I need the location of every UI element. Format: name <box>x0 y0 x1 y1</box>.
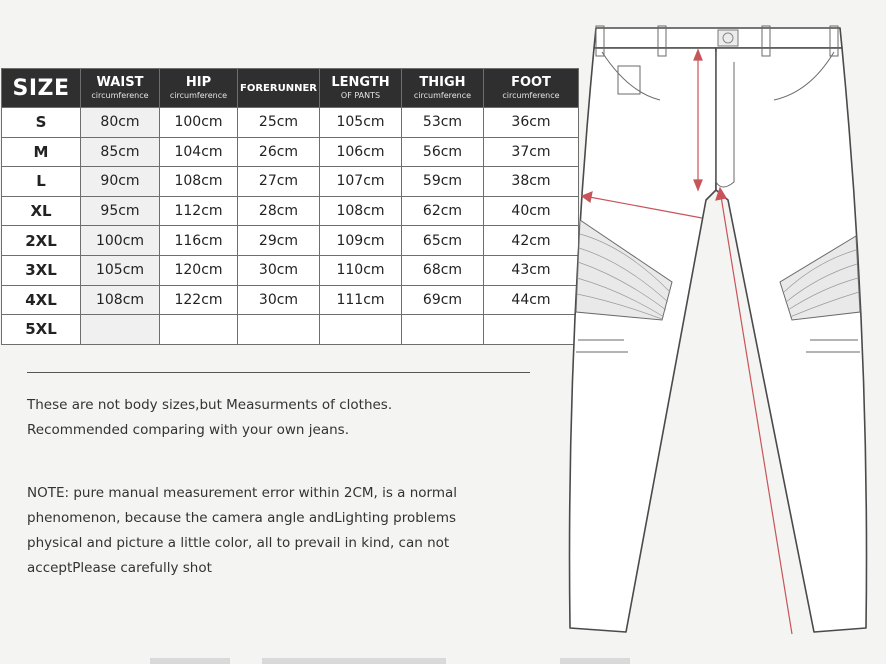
table-row <box>2 255 579 285</box>
waist-cell: 80cm <box>81 108 160 138</box>
waist-cell: 85cm <box>81 137 160 167</box>
waist-cell <box>81 315 160 345</box>
length-cell: 110cm <box>320 255 402 285</box>
foot-cell: 44cm <box>484 285 579 315</box>
table-row <box>2 285 579 315</box>
length-cell: 106cm <box>320 137 402 167</box>
length-cell: 111cm <box>320 285 402 315</box>
measurement-note-block <box>27 481 497 581</box>
brand-patch-icon <box>718 30 738 46</box>
hip-cell: 108cm <box>160 167 238 197</box>
hip-cell: 122cm <box>160 285 238 315</box>
header-waist: WAIST circumference <box>81 69 160 108</box>
table-row <box>2 196 579 226</box>
bottom-strip <box>150 658 230 664</box>
disclaimer-line: Recommended comparing with your own jeans. <box>27 422 349 438</box>
hip-cell: 120cm <box>160 255 238 285</box>
waist-cell: 105cm <box>81 255 160 285</box>
size-cell: 5XL <box>2 315 81 345</box>
forerunner-cell: 27cm <box>238 167 320 197</box>
header-forerunner: FORERUNNER <box>238 69 320 108</box>
foot-cell: 42cm <box>484 226 579 256</box>
disclaimer-block <box>27 393 497 443</box>
size-cell: 2XL <box>2 226 81 256</box>
header-foot: FOOT circumference <box>484 69 579 108</box>
thigh-cell: 59cm <box>402 167 484 197</box>
bottom-strip <box>262 658 446 664</box>
size-cell: 3XL <box>2 255 81 285</box>
forerunner-cell: 30cm <box>238 255 320 285</box>
hip-cell: 112cm <box>160 196 238 226</box>
foot-cell <box>484 315 579 345</box>
forerunner-cell <box>238 315 320 345</box>
note-line: phenomenon, because the camera angle andLighting problems <box>27 510 457 526</box>
length-cell <box>320 315 402 345</box>
pants-diagram <box>566 22 872 654</box>
thigh-cell: 65cm <box>402 226 484 256</box>
table-row <box>2 226 579 256</box>
hip-cell: 100cm <box>160 108 238 138</box>
foot-cell: 40cm <box>484 196 579 226</box>
section-divider <box>27 372 530 373</box>
size-cell: M <box>2 137 81 167</box>
disclaimer-line: These are not body sizes,but Measurments of clothes. <box>27 397 393 413</box>
note-line: physical and picture a little color, all to prevail in kind, can not <box>27 535 450 551</box>
length-cell: 108cm <box>320 196 402 226</box>
length-cell: 105cm <box>320 108 402 138</box>
size-cell: 4XL <box>2 285 81 315</box>
hip-cell: 116cm <box>160 226 238 256</box>
header-length: LENGTH OF PANTS <box>320 69 402 108</box>
forerunner-cell: 29cm <box>238 226 320 256</box>
waist-cell: 100cm <box>81 226 160 256</box>
table-row <box>2 137 579 167</box>
thigh-cell: 68cm <box>402 255 484 285</box>
header-hip: HIP circumference <box>160 69 238 108</box>
table-row <box>2 108 579 138</box>
forerunner-cell: 26cm <box>238 137 320 167</box>
thigh-cell: 56cm <box>402 137 484 167</box>
bottom-strip <box>560 658 630 664</box>
foot-cell: 43cm <box>484 255 579 285</box>
thigh-cell: 62cm <box>402 196 484 226</box>
hip-cell: 104cm <box>160 137 238 167</box>
forerunner-cell: 28cm <box>238 196 320 226</box>
size-chart-table <box>1 68 579 345</box>
foot-cell: 36cm <box>484 108 579 138</box>
table-row <box>2 167 579 197</box>
header-thigh: THIGH circumference <box>402 69 484 108</box>
thigh-cell: 69cm <box>402 285 484 315</box>
note-line: NOTE: pure manual measurement error within 2CM, is a normal <box>27 485 458 501</box>
table-header-row <box>2 69 579 108</box>
hip-cell <box>160 315 238 345</box>
size-cell: L <box>2 167 81 197</box>
table-row <box>2 315 579 345</box>
size-cell: S <box>2 108 81 138</box>
foot-cell: 38cm <box>484 167 579 197</box>
thigh-cell: 53cm <box>402 108 484 138</box>
header-size: SIZE <box>2 69 81 108</box>
waist-cell: 108cm <box>81 285 160 315</box>
waist-cell: 90cm <box>81 167 160 197</box>
waist-cell: 95cm <box>81 196 160 226</box>
forerunner-cell: 30cm <box>238 285 320 315</box>
length-cell: 109cm <box>320 226 402 256</box>
note-line: acceptPlease carefully shot <box>27 560 212 576</box>
foot-cell: 37cm <box>484 137 579 167</box>
size-cell: XL <box>2 196 81 226</box>
thigh-cell <box>402 315 484 345</box>
forerunner-cell: 25cm <box>238 108 320 138</box>
length-cell: 107cm <box>320 167 402 197</box>
